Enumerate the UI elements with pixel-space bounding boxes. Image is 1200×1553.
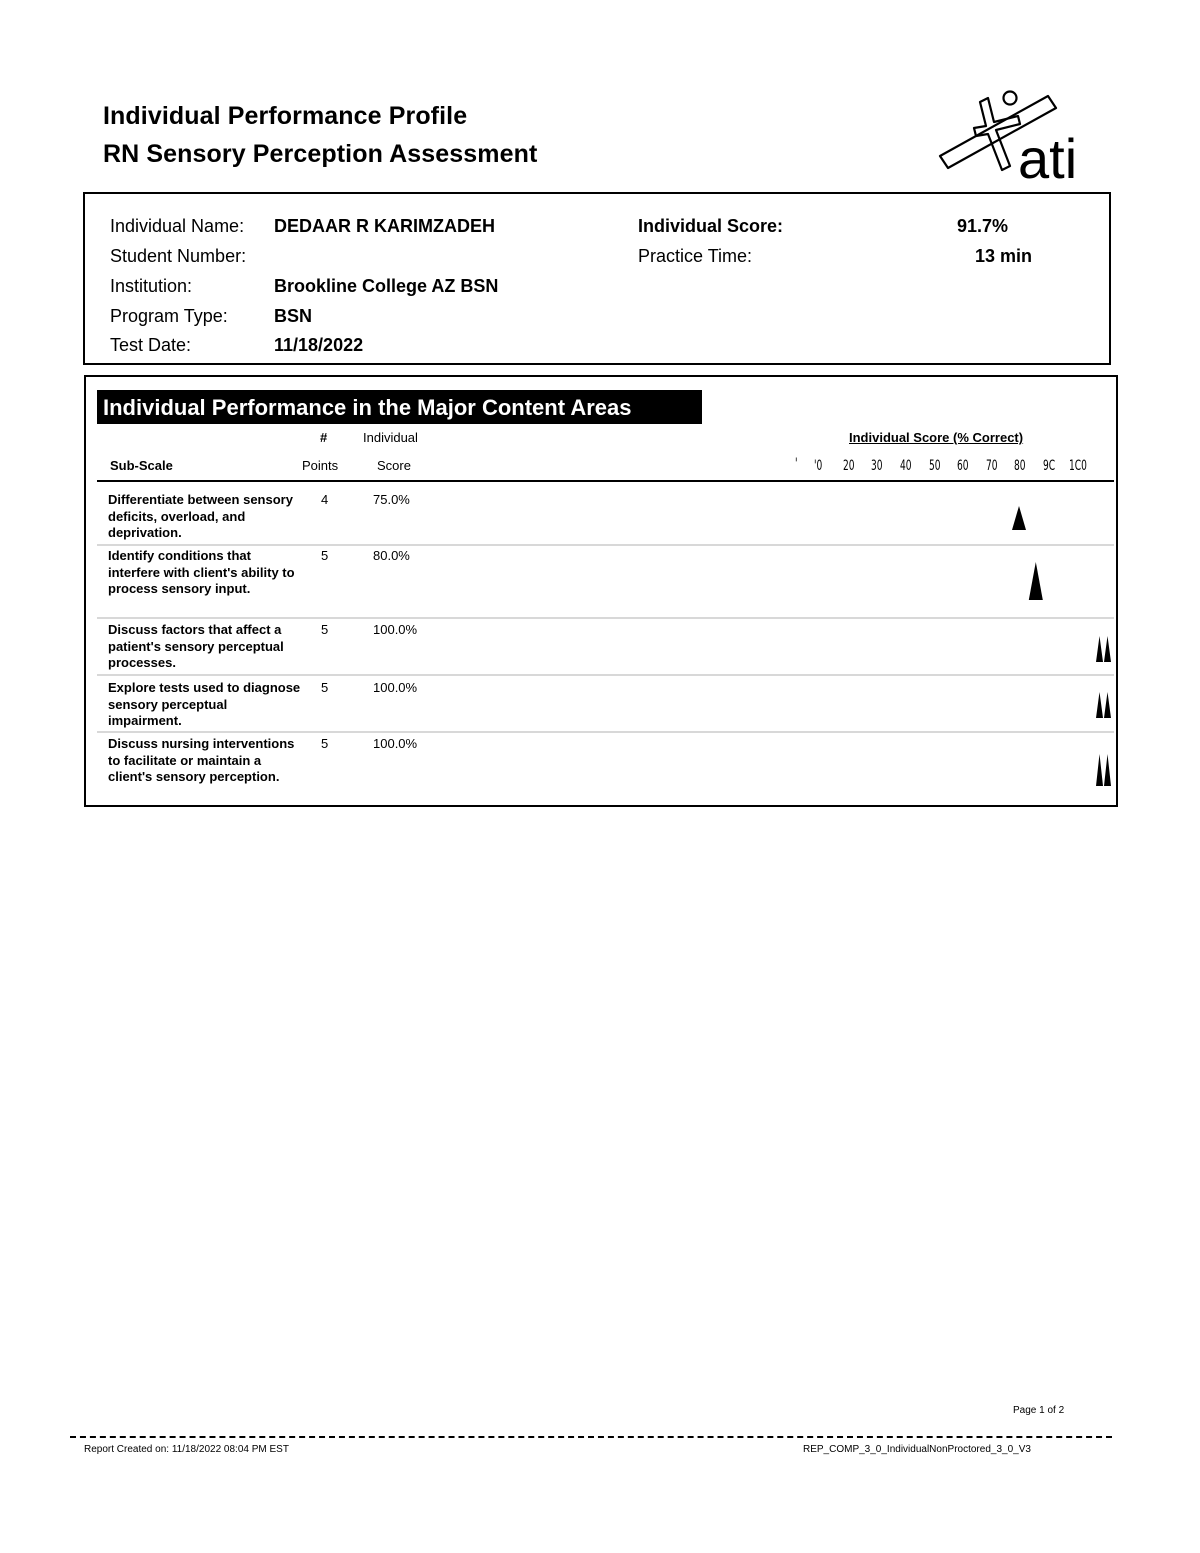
report-created: Report Created on: 11/18/2022 08:04 PM EST	[84, 1444, 289, 1455]
score-header: Score	[377, 458, 411, 473]
practice-time-value: 13 min	[975, 246, 1033, 266]
subscale-name: Differentiate between sensory deficits, overload, and deprivation.	[108, 492, 293, 540]
subscale-score: 100.0%	[373, 680, 418, 695]
points-header-top: #	[320, 430, 328, 445]
row-divider	[97, 731, 1114, 733]
footer-divider	[70, 1436, 1112, 1438]
points-header: Points	[302, 458, 339, 473]
tick-label: '0	[814, 458, 823, 474]
subscale-name: Discuss factors that affect a patient's sensory perceptual processes.	[108, 622, 284, 670]
page-number: Page 1 of 2	[1013, 1405, 1065, 1416]
ati-logo	[936, 86, 1106, 184]
student-number-label: Student Number:	[110, 246, 247, 266]
subscale-name: Discuss nursing interventions to facilitate or maintain a client's sensory perception.	[108, 736, 295, 784]
subscale-name: Identify conditions that interfere with client's ability to process sensory input.	[108, 548, 295, 596]
report-title: Individual Performance Profile	[103, 102, 468, 130]
subscale-points: 5	[321, 736, 329, 751]
tick-label: 50	[928, 458, 941, 474]
test-date-label: Test Date:	[110, 335, 192, 355]
practice-time-label: Practice Time:	[638, 246, 753, 266]
report-id: REP_COMP_3_0_IndividualNonProctored_3_0_V3	[803, 1444, 1031, 1455]
subscale-points: 5	[321, 680, 329, 695]
tick-label: 70	[985, 458, 998, 474]
institution-value: Brookline College AZ BSN	[274, 276, 499, 296]
subscale-score: 75.0%	[373, 492, 410, 507]
institution-label: Institution:	[110, 276, 193, 296]
name-value: DEDAAR R KARIMZADEH	[274, 216, 495, 236]
subscale-score: 100.0%	[373, 736, 418, 751]
chart-caption: Individual Score (% Correct)	[849, 430, 1024, 445]
name-label: Individual Name:	[110, 216, 245, 236]
subscale-points: 5	[321, 548, 329, 563]
tick-label: 20	[842, 458, 855, 474]
program-type-label: Program Type:	[110, 306, 228, 326]
tick-label: 40	[900, 458, 912, 474]
assessment-title: RN Sensory Perception Assessment	[103, 140, 538, 168]
row-divider	[97, 674, 1114, 676]
logo-text: ati	[1018, 127, 1078, 184]
subscale-score: 100.0%	[373, 622, 418, 637]
subscale-header: Sub-Scale	[110, 458, 173, 473]
tick-label: 9C	[1043, 458, 1056, 474]
score-label: Individual Score:	[638, 216, 784, 236]
program-type-value: BSN	[274, 306, 313, 326]
tick-label: 30	[871, 458, 883, 474]
tick-label: 1C0	[1068, 458, 1087, 474]
header-rule	[97, 480, 1114, 482]
subscale-points: 4	[321, 492, 329, 507]
tick-label: '	[795, 456, 798, 472]
subscale-name: Explore tests used to diagnose sensory perceptual impairment.	[108, 680, 301, 728]
tick-label: 80	[1014, 458, 1026, 474]
test-date-value: 11/18/2022	[274, 335, 364, 355]
performance-title: Individual Performance in the Major Content Areas	[97, 390, 702, 424]
row-divider	[97, 617, 1114, 619]
score-value: 91.7%	[957, 216, 1009, 236]
subscale-points: 5	[321, 622, 329, 637]
row-divider	[97, 544, 1114, 546]
score-header-top: Individual	[363, 430, 418, 445]
subscale-score: 80.0%	[373, 548, 410, 563]
tick-label: 60	[957, 458, 969, 474]
